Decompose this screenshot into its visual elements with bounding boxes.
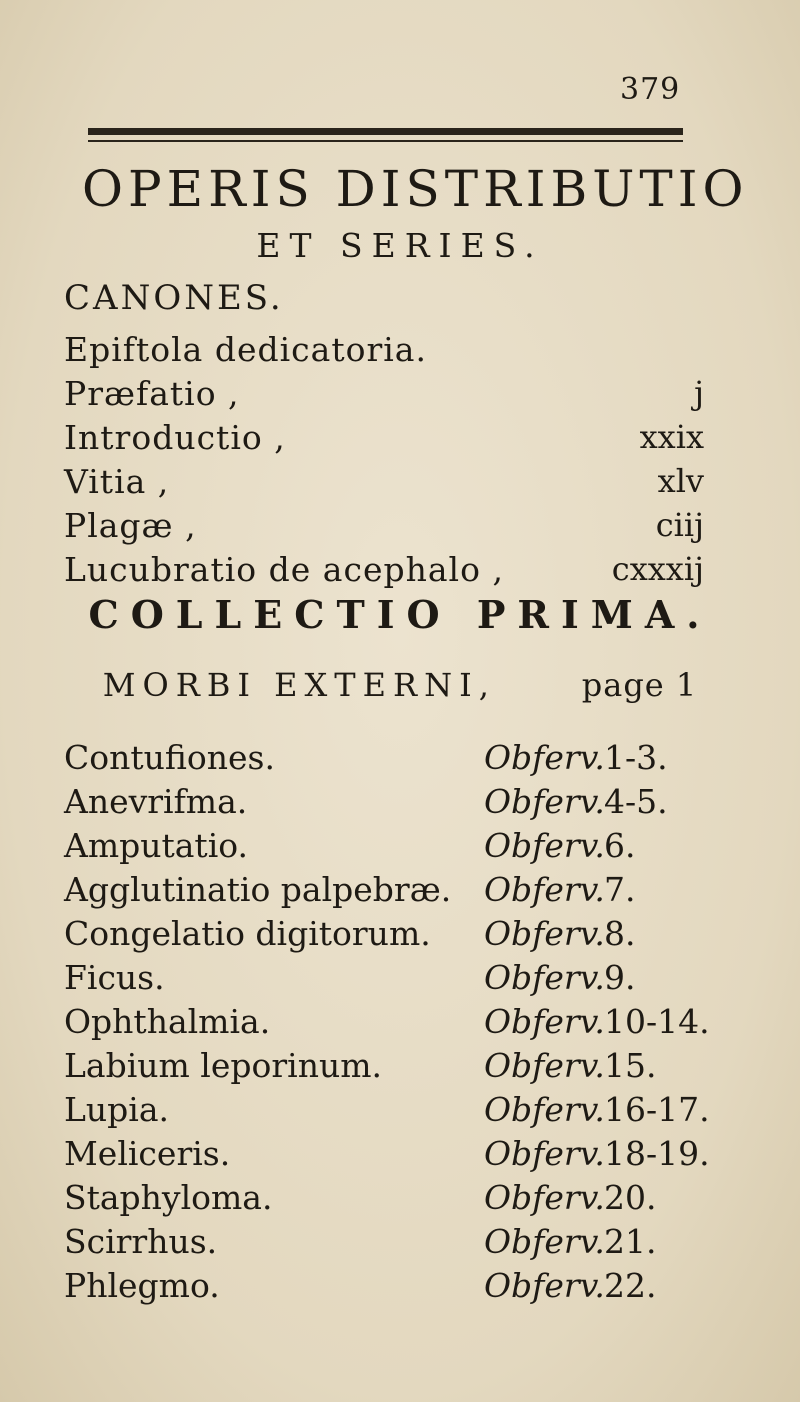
entry-number: 1-3. (604, 738, 668, 777)
index-entry (64, 1134, 710, 1178)
morbi-page: page 1 (581, 666, 698, 704)
entry-name: Lupia. (64, 1090, 170, 1129)
entry-name: Ficus. (64, 958, 165, 997)
index-entry (64, 1222, 704, 1266)
index-entry (64, 1266, 704, 1310)
entry-number: 6. (604, 826, 636, 865)
entry-number: 22. (604, 1266, 657, 1305)
header-rule-thin (88, 140, 683, 142)
index-entry (64, 914, 704, 958)
entry-ref: Obferv. (484, 1046, 605, 1085)
entry-number: 7. (604, 870, 636, 909)
entry-ref: Obferv. (484, 1178, 605, 1217)
entry-name: Anevrifma. (64, 782, 248, 821)
entry-name: Scirrhus. (64, 1222, 218, 1261)
front-matter-page: xlv (657, 462, 704, 500)
index-entry (64, 870, 704, 914)
canones-heading: CANONES. (64, 278, 284, 318)
entry-number: 10-14. (604, 1002, 710, 1041)
front-matter-label: Plagæ , (64, 506, 197, 545)
entry-ref: Obferv. (484, 738, 605, 777)
entry-name: Contufiones. (64, 738, 275, 777)
front-matter-line (64, 506, 704, 550)
entry-name: Congelatio digitorum. (64, 914, 431, 953)
entry-name: Staphyloma. (64, 1178, 273, 1217)
morbi-title: MORBI EXTERNI, (102, 666, 496, 704)
entry-number: 21. (604, 1222, 657, 1261)
front-matter-page: ciij (655, 506, 704, 544)
entry-name: Ophthalmia. (64, 1002, 271, 1041)
front-matter-label: Introductio , (64, 418, 286, 457)
entry-name: Phlegmo. (64, 1266, 220, 1305)
index-entry (64, 826, 704, 870)
front-matter-line (64, 550, 704, 594)
front-matter-label: Præfatio , (64, 374, 240, 413)
index-entry (64, 738, 704, 782)
entry-number: 16-17. (604, 1090, 710, 1129)
entry-ref: Obferv. (484, 826, 605, 865)
entry-ref: Obferv. (484, 1134, 605, 1173)
entry-ref: Obferv. (484, 1266, 605, 1305)
front-matter-line (64, 330, 704, 374)
index-entry (64, 1002, 710, 1046)
entry-name: Labium leporinum. (64, 1046, 382, 1085)
morbi-heading (0, 666, 800, 704)
entry-ref: Obferv. (484, 1222, 605, 1261)
entry-ref: Obferv. (484, 782, 605, 821)
front-matter-page: xxix (639, 418, 704, 456)
index-entry (64, 782, 704, 826)
front-matter-page: j (694, 374, 704, 412)
front-matter-page: cxxxij (611, 550, 704, 588)
index-entry (64, 1090, 710, 1134)
index-entry (64, 958, 704, 1002)
entry-name: Amputatio. (64, 826, 249, 865)
page-number: 379 (620, 72, 681, 107)
entry-number: 9. (604, 958, 636, 997)
front-matter-label: Epiftola dedicatoria. (64, 330, 427, 369)
front-matter-line (64, 462, 704, 506)
entry-ref: Obferv. (484, 914, 605, 953)
index-entry (64, 1046, 704, 1090)
front-matter-label: Lucubratio de acephalo , (64, 550, 504, 589)
index-entry (64, 1178, 704, 1222)
page-subtitle: ET SERIES. (256, 226, 544, 265)
header-rule-thick (88, 128, 683, 135)
collectio-heading: COLLECTIO PRIMA. (88, 592, 712, 637)
entry-number: 4-5. (604, 782, 668, 821)
entry-ref: Obferv. (484, 870, 605, 909)
entry-ref: Obferv. (484, 1090, 605, 1129)
entry-ref: Obferv. (484, 958, 605, 997)
entry-name: Meliceris. (64, 1134, 231, 1173)
entry-number: 20. (604, 1178, 657, 1217)
front-matter-line (64, 418, 704, 462)
front-matter-label: Vitia , (64, 462, 170, 501)
entry-number: 18-19. (604, 1134, 710, 1173)
entry-ref: Obferv. (484, 1002, 605, 1041)
entry-name: Agglutinatio palpebræ. (64, 870, 452, 909)
entry-number: 15. (604, 1046, 657, 1085)
front-matter-line (64, 374, 704, 418)
entry-number: 8. (604, 914, 636, 953)
page-title: OPERIS DISTRIBUTIO (82, 160, 749, 218)
